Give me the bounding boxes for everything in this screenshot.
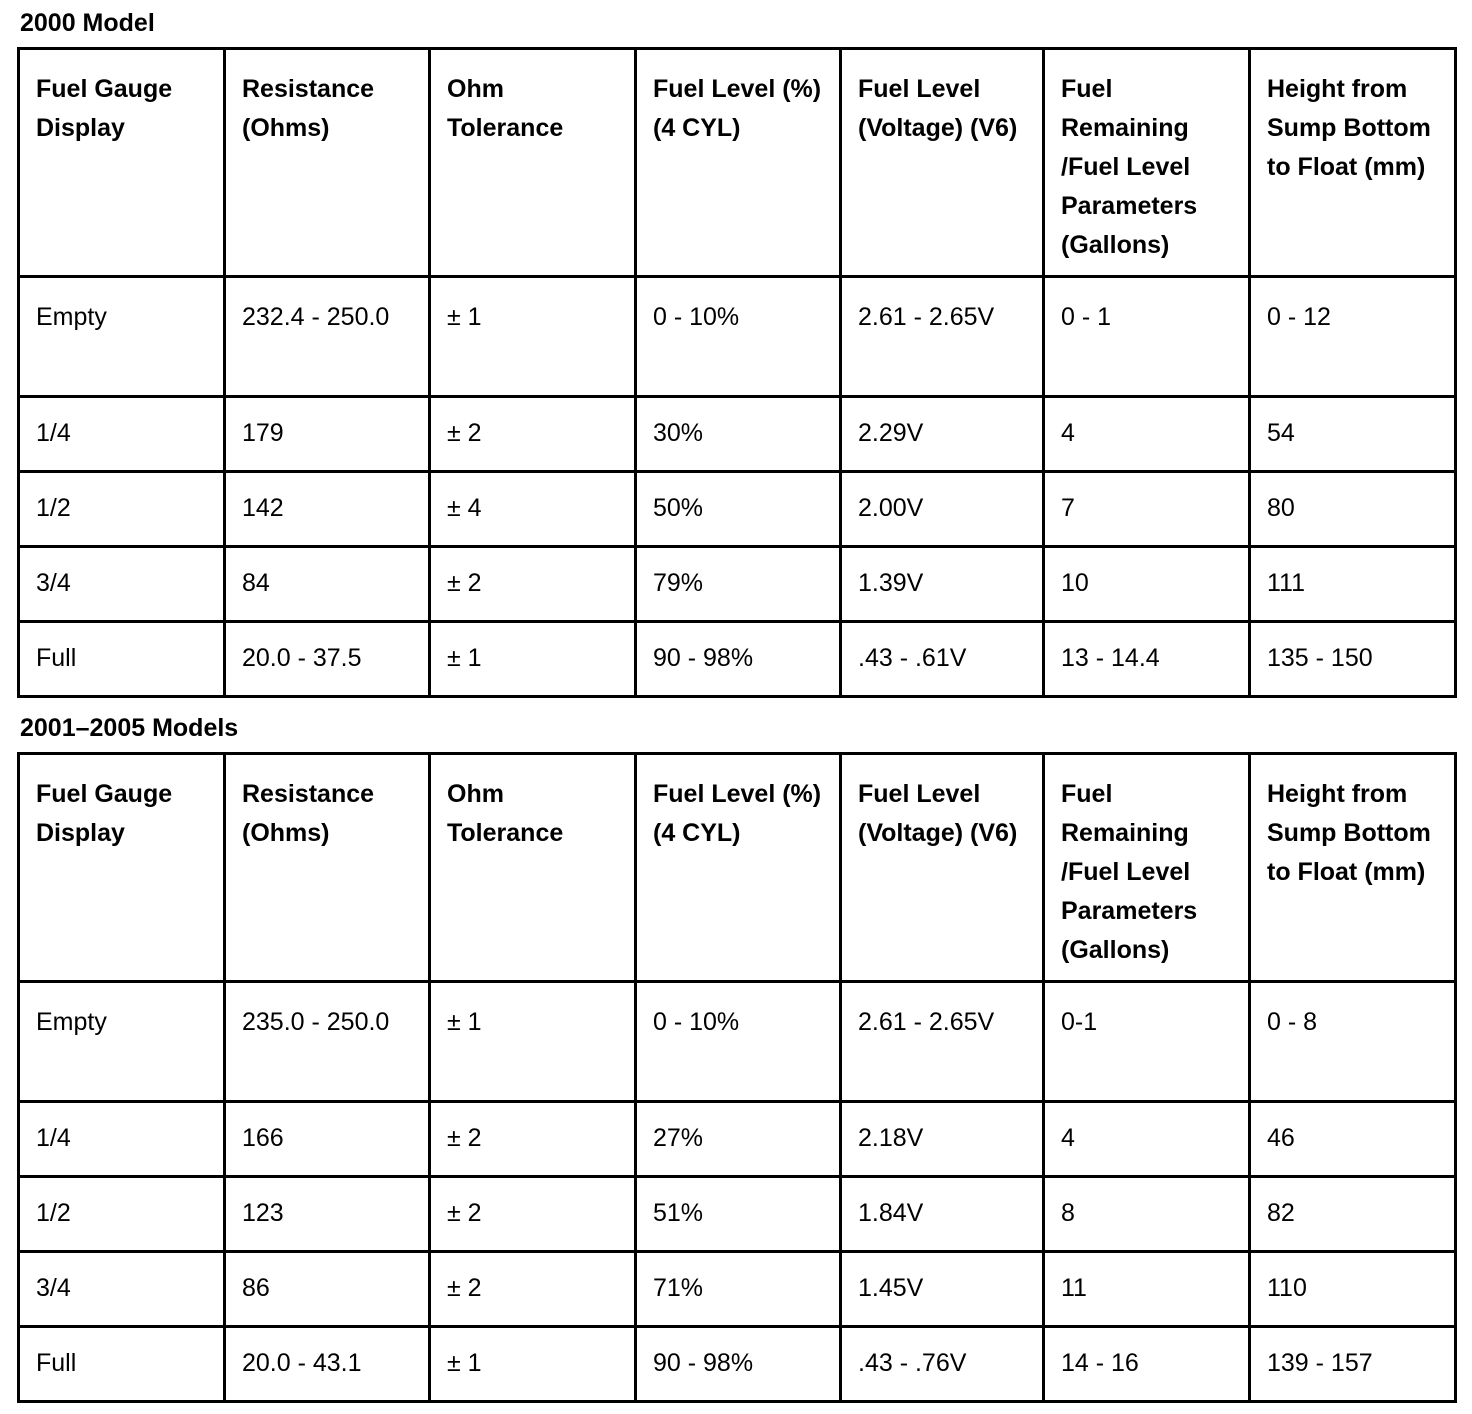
table-cell: ± 2 (430, 1177, 636, 1252)
table-cell: ± 2 (430, 1102, 636, 1177)
table-cell: 86 (225, 1252, 430, 1327)
table-cell: Full (19, 622, 225, 697)
table-cell: 80 (1250, 472, 1456, 547)
column-header: Resistance (Ohms) (225, 754, 430, 982)
table-cell: 10 (1044, 547, 1250, 622)
table-cell: 135 - 150 (1250, 622, 1456, 697)
table-cell: 2.61 - 2.65V (841, 277, 1044, 397)
column-header: Ohm Tolerance (430, 754, 636, 982)
table-cell: 1/2 (19, 472, 225, 547)
table-cell: 4 (1044, 397, 1250, 472)
table-row (19, 397, 1456, 472)
table-cell: 11 (1044, 1252, 1250, 1327)
table-cell: Empty (19, 982, 225, 1102)
column-header: Ohm Tolerance (430, 49, 636, 277)
table-cell: 20.0 - 37.5 (225, 622, 430, 697)
section-title-2000-model: 2000 Model (20, 9, 155, 37)
table-cell: 50% (636, 472, 841, 547)
table-row (19, 1327, 1456, 1402)
table-cell: 20.0 - 43.1 (225, 1327, 430, 1402)
table-cell: 79% (636, 547, 841, 622)
table-cell: 0-1 (1044, 982, 1250, 1102)
table-cell: 1/4 (19, 397, 225, 472)
table-cell: 0 - 10% (636, 277, 841, 397)
table-cell: 139 - 157 (1250, 1327, 1456, 1402)
table-cell: ± 4 (430, 472, 636, 547)
table-cell: 7 (1044, 472, 1250, 547)
table-cell: ± 2 (430, 547, 636, 622)
table-cell: Empty (19, 277, 225, 397)
table-cell: 111 (1250, 547, 1456, 622)
table-row (19, 547, 1456, 622)
table-cell: 71% (636, 1252, 841, 1327)
table-cell: 179 (225, 397, 430, 472)
table-cell: 0 - 1 (1044, 277, 1250, 397)
table-cell: 4 (1044, 1102, 1250, 1177)
table-cell: 54 (1250, 397, 1456, 472)
table-cell: 0 - 8 (1250, 982, 1456, 1102)
table-cell: 51% (636, 1177, 841, 1252)
section-title-2001-2005-models: 2001–2005 Models (20, 714, 239, 742)
table-cell: 90 - 98% (636, 622, 841, 697)
table-cell: 232.4 - 250.0 (225, 277, 430, 397)
table-cell: 8 (1044, 1177, 1250, 1252)
table-cell: 2.18V (841, 1102, 1044, 1177)
table-cell: ± 1 (430, 622, 636, 697)
table-cell: ± 1 (430, 1327, 636, 1402)
table-cell: 142 (225, 472, 430, 547)
table-row (19, 982, 1456, 1102)
table-cell: 90 - 98% (636, 1327, 841, 1402)
table-row (19, 472, 1456, 547)
table-cell: 1.84V (841, 1177, 1044, 1252)
table-cell: 82 (1250, 1177, 1456, 1252)
table-cell: 30% (636, 397, 841, 472)
table-cell: 2.29V (841, 397, 1044, 472)
column-header: Resistance (Ohms) (225, 49, 430, 277)
table-cell: 235.0 - 250.0 (225, 982, 430, 1102)
column-header: Fuel Level (%) (4 CYL) (636, 49, 841, 277)
table-cell: Full (19, 1327, 225, 1402)
table-cell: ± 1 (430, 982, 636, 1102)
column-header: Fuel Level (%) (4 CYL) (636, 754, 841, 982)
table-cell: 13 - 14.4 (1044, 622, 1250, 697)
table-cell: 84 (225, 547, 430, 622)
table-cell: 2.61 - 2.65V (841, 982, 1044, 1102)
table-header-row (19, 49, 1456, 277)
table-cell: ± 2 (430, 397, 636, 472)
column-header: Fuel Remaining /Fuel Level Parameters (Gallons) (1044, 754, 1250, 982)
column-header: Fuel Level (Voltage) (V6) (841, 754, 1044, 982)
column-header: Height from Sump Bottom to Float (mm) (1250, 49, 1456, 277)
table-row (19, 277, 1456, 397)
table-cell: 1.39V (841, 547, 1044, 622)
table-cell: .43 - .76V (841, 1327, 1044, 1402)
table-cell: 46 (1250, 1102, 1456, 1177)
table-cell: 1.45V (841, 1252, 1044, 1327)
column-header: Fuel Level (Voltage) (V6) (841, 49, 1044, 277)
table-cell: ± 1 (430, 277, 636, 397)
table-row (19, 622, 1456, 697)
table-cell: 0 - 12 (1250, 277, 1456, 397)
table-cell: 14 - 16 (1044, 1327, 1250, 1402)
table-cell: 0 - 10% (636, 982, 841, 1102)
table-cell: 2.00V (841, 472, 1044, 547)
table-cell: 27% (636, 1102, 841, 1177)
table-row (19, 1177, 1456, 1252)
column-header: Height from Sump Bottom to Float (mm) (1250, 754, 1456, 982)
fuel-gauge-table-2001-2005 (17, 752, 1457, 1403)
fuel-gauge-table-2000 (17, 47, 1457, 698)
table-header-row (19, 754, 1456, 982)
table-cell: 110 (1250, 1252, 1456, 1327)
column-header: Fuel Gauge Display (19, 49, 225, 277)
table-cell: 1/4 (19, 1102, 225, 1177)
table-row (19, 1102, 1456, 1177)
table-cell: 1/2 (19, 1177, 225, 1252)
table-cell: 3/4 (19, 1252, 225, 1327)
table-cell: 3/4 (19, 547, 225, 622)
column-header: Fuel Gauge Display (19, 754, 225, 982)
table-cell: ± 2 (430, 1252, 636, 1327)
table-cell: .43 - .61V (841, 622, 1044, 697)
table-row (19, 1252, 1456, 1327)
table-cell: 123 (225, 1177, 430, 1252)
table-cell: 166 (225, 1102, 430, 1177)
column-header: Fuel Remaining /Fuel Level Parameters (Gallons) (1044, 49, 1250, 277)
